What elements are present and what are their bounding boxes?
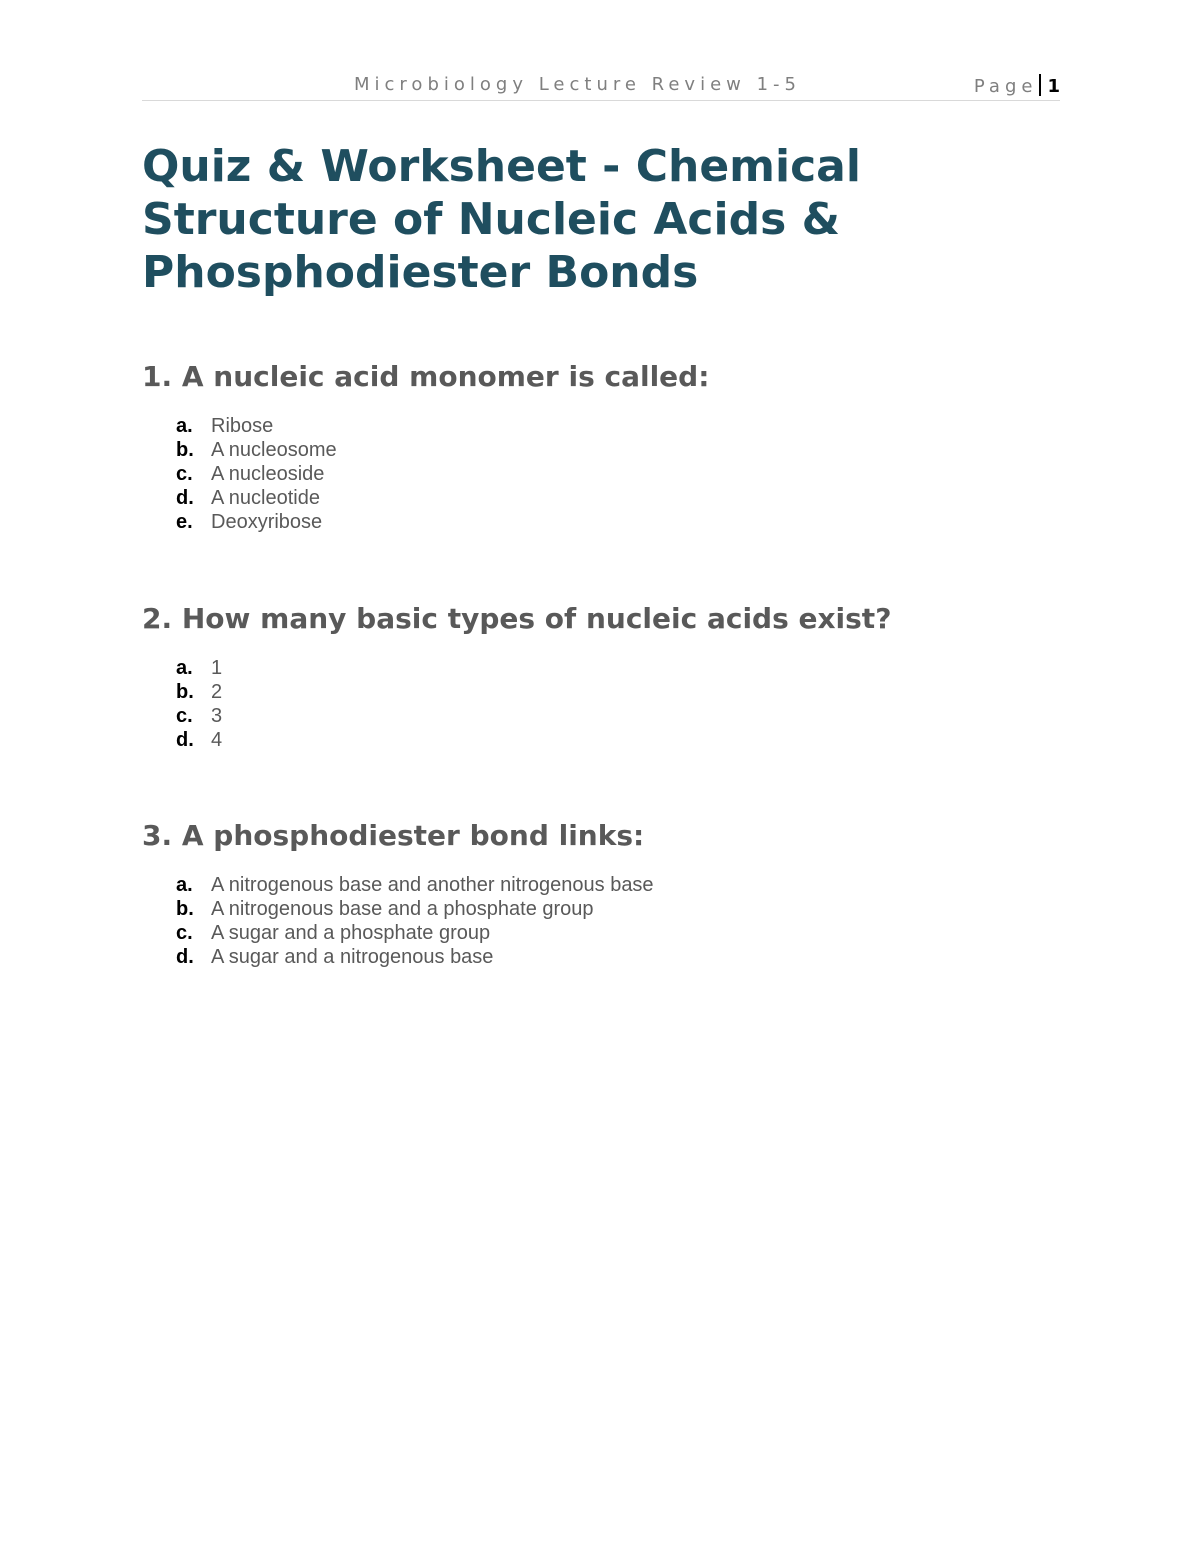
header-page-label: Page — [973, 76, 1038, 97]
header-page-number: 1 — [1047, 76, 1060, 97]
question-2-options — [142, 656, 1142, 752]
option-letter: c. — [176, 922, 193, 944]
question-3-options — [142, 873, 1142, 969]
option-text: 4 — [211, 729, 223, 751]
question-3 — [142, 819, 1142, 969]
option-text: Deoxyribose — [211, 511, 323, 533]
question-1-options — [142, 414, 1142, 534]
option-letter: a. — [176, 874, 193, 896]
option-item — [142, 704, 1142, 728]
option-item — [142, 656, 1142, 680]
question-1 — [142, 360, 1142, 534]
option-letter: d. — [176, 729, 194, 751]
question-1-text: 1. A nucleic acid monomer is called: — [142, 360, 710, 393]
option-letter: d. — [176, 487, 194, 509]
page-header — [142, 70, 1060, 101]
option-text: A nucleoside — [211, 463, 325, 485]
option-item — [142, 680, 1142, 704]
option-letter: d. — [176, 946, 194, 968]
option-item — [142, 873, 1142, 897]
option-letter: c. — [176, 705, 193, 727]
header-separator — [1039, 74, 1041, 96]
option-item — [142, 462, 1142, 486]
option-text: Ribose — [211, 415, 274, 437]
option-item — [142, 897, 1142, 921]
option-text: 1 — [211, 657, 223, 679]
option-item — [142, 510, 1142, 534]
option-text: A nucleotide — [211, 487, 320, 509]
option-text: A nitrogenous base and another nitrogenous base — [211, 874, 654, 896]
question-2-text: 2. How many basic types of nucleic acids exist? — [142, 602, 892, 635]
option-letter: c. — [176, 463, 193, 485]
option-letter: a. — [176, 657, 193, 679]
option-text: 3 — [211, 705, 223, 727]
option-letter: b. — [176, 439, 194, 461]
option-letter: b. — [176, 681, 194, 703]
option-text: A sugar and a phosphate group — [211, 922, 491, 944]
option-letter: a. — [176, 415, 193, 437]
option-letter: b. — [176, 898, 194, 920]
option-item — [142, 438, 1142, 462]
option-letter: e. — [176, 511, 193, 533]
option-item — [142, 945, 1142, 969]
header-page-indicator — [974, 74, 1060, 97]
option-item — [142, 728, 1142, 752]
question-2 — [142, 602, 1142, 752]
option-item — [142, 486, 1142, 510]
option-text: A nucleosome — [211, 439, 337, 461]
option-text: 2 — [211, 681, 223, 703]
document-title: Quiz & Worksheet - Chemical Structure of Nucleic Acids & Phosphodiester Bonds — [142, 141, 861, 298]
option-item — [142, 921, 1142, 945]
header-title: Microbiology Lecture Review 1-5 — [354, 74, 801, 95]
option-item — [142, 414, 1142, 438]
option-text: A nitrogenous base and a phosphate group — [211, 898, 594, 920]
question-3-text: 3. A phosphodiester bond links: — [142, 819, 645, 852]
option-text: A sugar and a nitrogenous base — [211, 946, 494, 968]
